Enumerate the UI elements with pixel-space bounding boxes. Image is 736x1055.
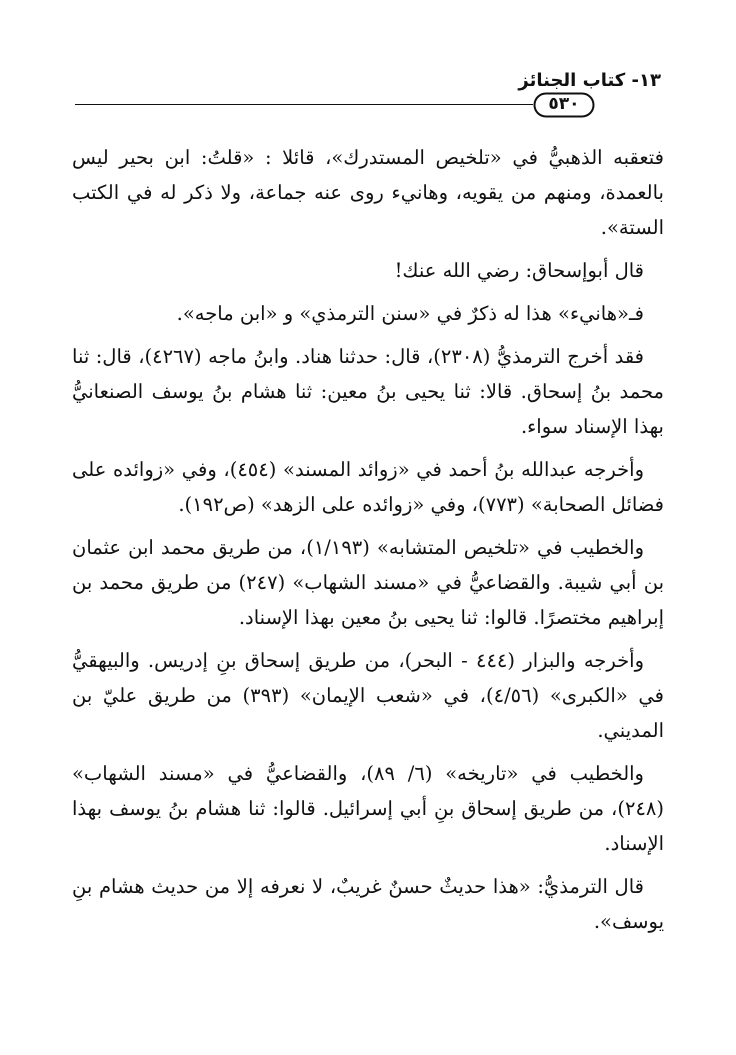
page-header	[0, 0, 736, 120]
paragraph-6: والخطيب في «تلخيص المتشابه» (١/١٩٣)، من طريق محمد ابن عثمان بن أبي شيبة. والقضاعيُّ في «مسند الشهاب» (٢٤٧) من طريق محمد بن إبراهيم مختصرًا. قالوا: ثنا يحيى بنُ معين بهذا الإسناد.	[72, 536, 664, 629]
chapter-title: ١٣- كتاب الجنائز	[518, 70, 661, 91]
page-number: ٥٣٠	[548, 94, 580, 114]
paragraph-3: فـ«هانيء» هذا له ذكرٌ في «سنن الترمذي» و «ابن ماجه».	[176, 302, 644, 325]
paragraph-1: فتعقبه الذهبيُّ في «تلخيص المستدرك»، قائلا : «قلتُ: ابن بحير ليس بالعمدة، ومنهم من يقويه، وهانيء روى عنه جماعة، ولا ذكر له في الكتب الستة».	[72, 146, 664, 239]
paragraph-9: قال الترمذيُّ: «هذا حديثٌ حسنٌ غريبٌ، لا نعرفه إلا من حديث هشام بنِ يوسف».	[72, 875, 664, 933]
page-number-badge	[533, 92, 595, 118]
paragraph-2: قال أبوإسحاق: رضي الله عنك!	[394, 259, 644, 282]
paragraph-4: فقد أخرج الترمذيُّ (٢٣٠٨)، قال: حدثنا هناد. وابنُ ماجه (٤٢٦٧)، قال: ثنا محمد بنُ إسحاق. قالا: ثنا يحيى بنُ معين: ثنا هشام بنُ يوسف الصنعانيُّ بهذا الإسناد سواء.	[72, 345, 664, 438]
page-body	[72, 140, 664, 947]
paragraph-5: وأخرجه عبدالله بنُ أحمد في «زوائد المسند» (٤٥٤)، وفي «زوائده على فضائل الصحابة» (٧٧٣)، وفي «زوائده على الزهد» (ص١٩٢).	[72, 458, 664, 516]
paragraph-7: وأخرجه والبزار (٤٤٤ - البحر)، من طريق إسحاق بنِ إدريس. والبيهقيُّ في «الكبرى» (٤/٥٦)، في «شعب الإيمان» (٣٩٣) من طريق عليّ بن المديني.	[72, 649, 665, 742]
paragraph-8: والخطيب في «تاريخه» (٦/ ٨٩)، والقضاعيُّ في «مسند الشهاب» (٢٤٨)، من طريق إسحاق بنِ أبي إسرائيل. قالوا: ثنا هشام بنُ يوسف بهذا الإسناد.	[72, 762, 664, 855]
header-rule	[75, 104, 533, 105]
